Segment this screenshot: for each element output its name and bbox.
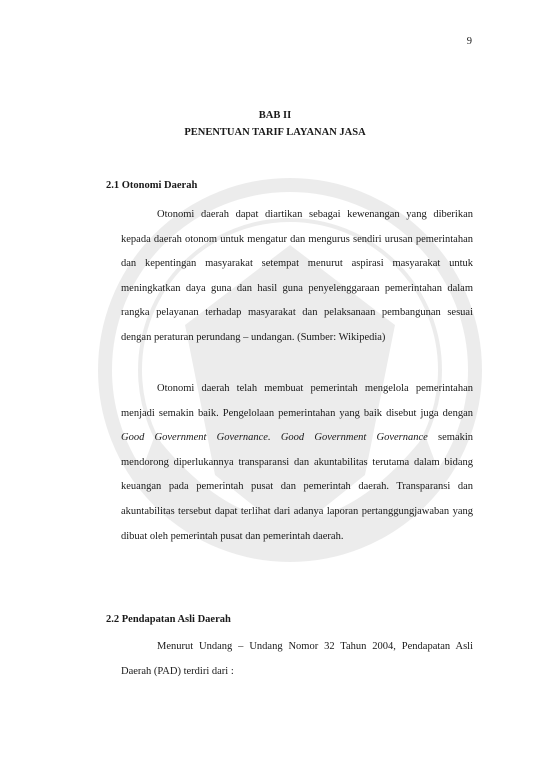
chapter-number: BAB II bbox=[258, 110, 292, 121]
paragraph-text-part: Otonomi daerah telah membuat pemerintah mengelola pemerintahan menjadi semakin baik. Pengelolaan pemerintahan yang baik disebut juga dengan bbox=[121, 383, 473, 419]
paragraph-good-governance bbox=[121, 377, 473, 549]
paragraph-pad-intro: Menurut Undang – Undang Nomor 32 Tahun 2004, Pendapatan Asli Daerah (PAD) terdiri dari : bbox=[121, 641, 473, 677]
section-heading-otonomi-daerah: 2.1 Otonomi Daerah bbox=[106, 180, 198, 191]
paragraph-text-part bbox=[271, 432, 281, 443]
italic-term: Good Government Governance. bbox=[121, 432, 271, 444]
page-number: 9 bbox=[466, 36, 472, 47]
section-heading-pendapatan-asli-daerah: 2.2 Pendapatan Asli Daerah bbox=[106, 614, 231, 625]
paragraph-text-part: semakin mendorong diperlukannya transparansi dan akuntabilitas terutama dalam bidang keuangan pada pemerintah pusat dan pemerintah daerah. Transparansi dan akuntabilitas tersebut dapat terlihat dari adanya laporan pertanggungjawaban yang dibuat oleh pemerintah pusat dan pemerintah daerah. bbox=[121, 432, 474, 542]
italic-term: Good Government Governance bbox=[280, 432, 428, 444]
chapter-title: PENENTUAN TARIF LAYANAN JASA bbox=[184, 127, 366, 138]
paragraph-otonomi-definition: Otonomi daerah dapat diartikan sebagai kewenangan yang diberikan kepada daerah otonom untuk mengatur dan mengurus sendiri urusan pemerintahan dan kepentingan masyarakat setempat menurut aspirasi masyarakat untuk meningkatkan daya guna dan hasil guna penyelenggaraan pemerintahan dalam rangka pelayanan terhadap masyarakat dan pelaksanaan pembangunan sesuai dengan peraturan perundang – undangan. (Sumber: Wikipedia) bbox=[121, 209, 473, 343]
